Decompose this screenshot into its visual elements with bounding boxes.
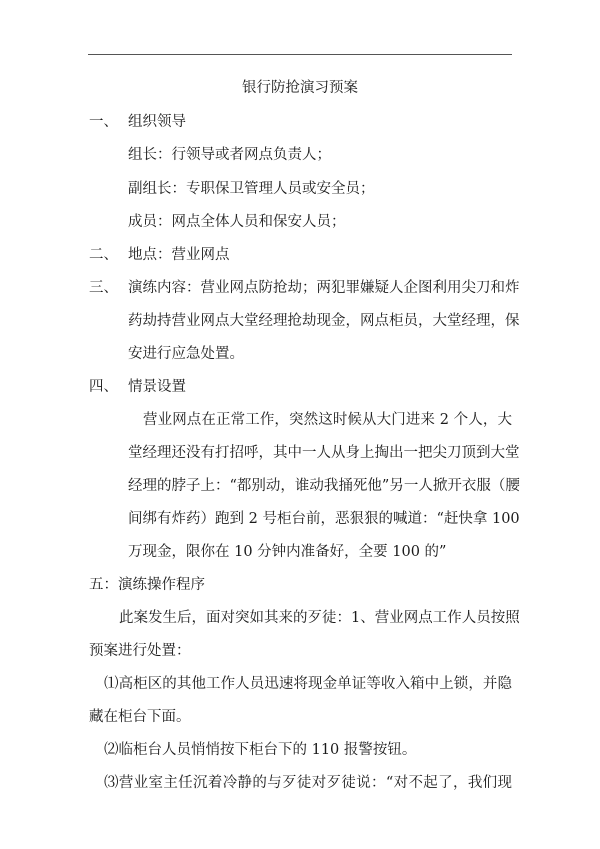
section-5-line-2: 预案进行处置： bbox=[89, 643, 191, 659]
section-4-heading: 情景设置 bbox=[128, 379, 186, 395]
section-4-line-1: 营业网点在正常工作，突然这时候从大门进来 2 个人，大 bbox=[143, 412, 512, 428]
section-2-number: 二、 bbox=[89, 247, 118, 263]
section-5-line-4: 藏在柜台下面。 bbox=[89, 709, 191, 725]
section-4-line-4: 间绑有炸药）跑到 2 号柜台前，恶狠狠的喊道：“赶快拿 100 bbox=[128, 511, 520, 527]
section-1-line-leader: 组长：行领导或者网点负责人； bbox=[128, 147, 331, 163]
section-5-heading: 五：演练操作程序 bbox=[89, 577, 205, 593]
section-5-line-5: ⑵临柜台人员悄悄按下柜台下的 110 报警按钮。 bbox=[104, 742, 417, 758]
header-rule bbox=[88, 54, 512, 55]
section-5-line-6: ⑶营业室主任沉着冷静的与歹徒对歹徒说：“对不起了，我们现 bbox=[104, 775, 512, 791]
section-1-number: 一、 bbox=[89, 114, 118, 130]
section-2-heading: 地点：营业网点 bbox=[128, 247, 230, 263]
section-3-line-3: 安进行应急处置。 bbox=[128, 346, 244, 362]
section-3-number: 三、 bbox=[89, 280, 118, 296]
section-3-line-1: 演练内容：营业网点防抢劫；两犯罪嫌疑人企图利用尖刀和炸 bbox=[128, 280, 520, 296]
document-title: 银行防抢演习预案 bbox=[242, 80, 358, 96]
section-5-line-1: 此案发生后，面对突如其来的歹徒：1、营业网点工作人员按照 bbox=[119, 610, 520, 626]
section-1-line-deputy: 副组长：专职保卫管理人员或安全员； bbox=[128, 181, 375, 197]
section-1-heading: 组织领导 bbox=[128, 114, 186, 130]
section-1-line-members: 成员：网点全体人员和保安人员； bbox=[128, 214, 346, 230]
section-5-line-3: ⑴高柜区的其他工作人员迅速将现金单证等收入箱中上锁，并隐 bbox=[104, 676, 512, 692]
section-4-number: 四、 bbox=[89, 379, 118, 395]
section-4-line-2: 堂经理还没有打招呼，其中一人从身上掏出一把尖刀顶到大堂 bbox=[128, 445, 520, 461]
section-3-line-2: 药劫持营业网点大堂经理抢劫现金，网点柜员，大堂经理，保 bbox=[128, 313, 520, 329]
section-4-line-5: 万现金，限你在 10 分钟内准备好，全要 100 的” bbox=[128, 544, 447, 560]
section-4-line-3: 经理的脖子上：“都别动，谁动我捅死他”另一人掀开衣服（腰 bbox=[128, 478, 520, 494]
